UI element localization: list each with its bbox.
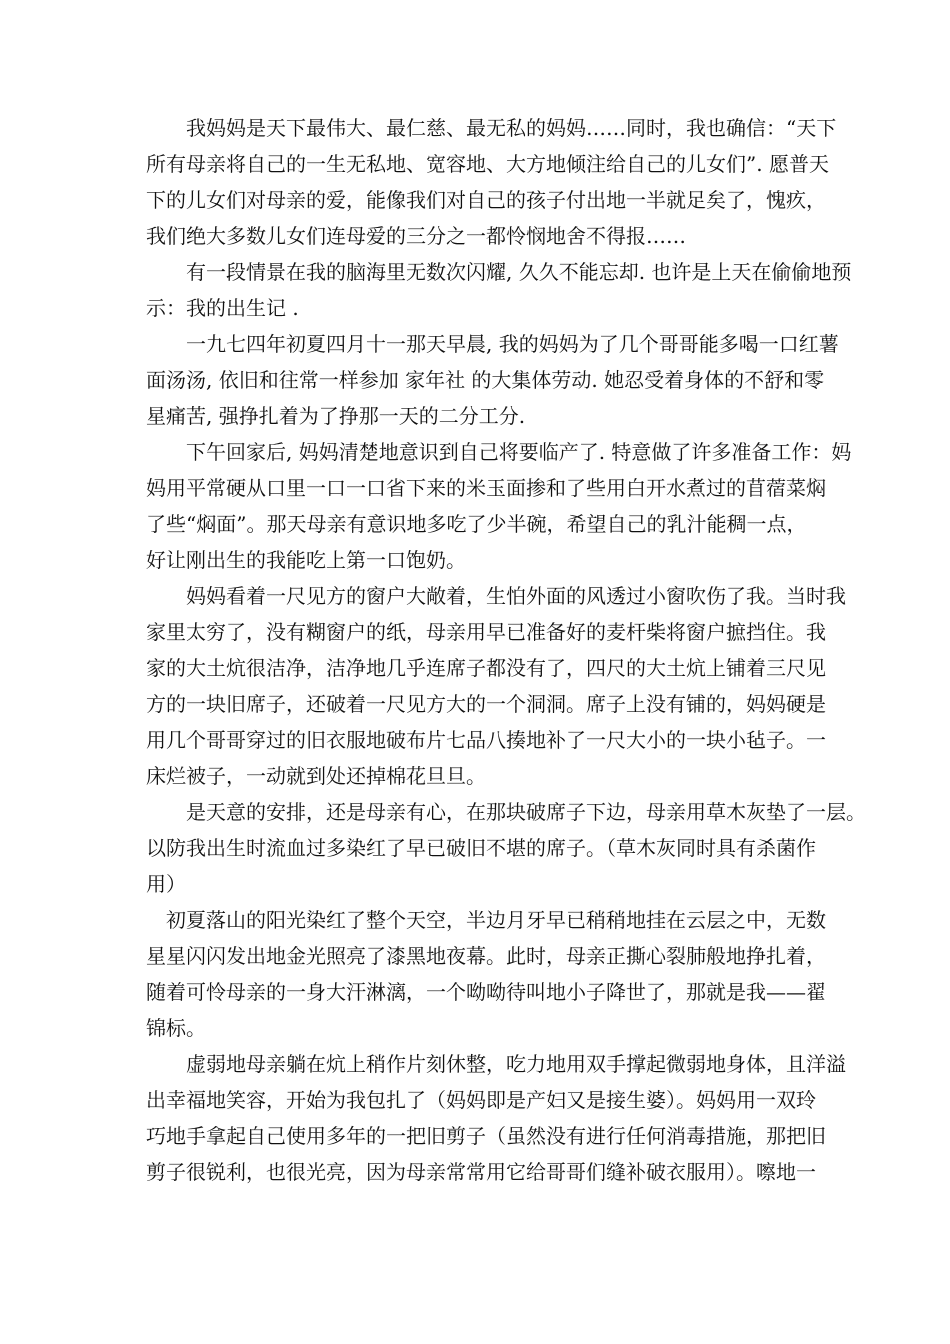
text-line: 所有母亲将自己的一生无私地、宽容地、大方地倾注给自己的儿女们”. 愿普天 (146, 152, 829, 176)
text-line: 方的一块旧席子，还破着一尺见方大的一个洞洞。席子上没有铺的，妈妈硬是 (146, 692, 826, 716)
text-line: 以防我出生时流血过多染红了早已破旧不堪的席子。（草木灰同时具有杀菌作 (146, 836, 816, 860)
text-line: 巧地手拿起自己使用多年的一把旧剪子（虽然没有进行任何消毒措施，那把旧 (146, 1124, 826, 1148)
text-line: 随着可怜母亲的一身大汗淋漓，一个呦呦待叫地小子降世了，那就是我——翟 (146, 980, 826, 1004)
text-line: 一九七四年初夏四月十一那天早晨, 我的妈妈为了几个哥哥能多喝一口红薯 (146, 332, 839, 356)
text-line: 好让刚出生的我能吃上第一口饱奶。 (146, 548, 466, 572)
text-line: 妈用平常硬从口里一口一口省下来的米玉面掺和了些用白开水煮过的苜蓿菜焖 (146, 476, 826, 500)
text-line: 了些“焖面”。那天母亲有意识地多吃了少半碗，希望自己的乳汁能稠一点， (146, 512, 807, 536)
text-line: 星痛苦, 强挣扎着为了挣那一天的二分工分. (146, 404, 526, 428)
text-line: 星星闪闪发出地金光照亮了漆黑地夜幕。此时，母亲正撕心裂肺般地挣扎着， (146, 944, 826, 968)
text-line: 家的大土炕很洁净，洁净地几乎连席子都没有了，四尺的大土炕上铺着三尺见 (146, 656, 826, 680)
text-line: 我妈妈是天下最伟大、最仁慈、最无私的妈妈……同时，我也确信：“天下 (146, 116, 837, 140)
paragraph-5 (146, 578, 846, 794)
document-body (146, 110, 866, 1190)
paragraph-1 (146, 110, 836, 254)
paragraph-8 (146, 1046, 846, 1190)
paragraph-4 (146, 434, 852, 578)
text-line: 示：我的出生记 . (146, 296, 299, 320)
text-line: 用几个哥哥穿过的旧衣服地破布片七品八揍地补了一尺大小的一块小毡子。一 (146, 728, 826, 752)
text-line: 下的儿女们对母亲的爱，能像我们对自己的孩子付出地一半就足矣了，愧疚， (146, 188, 826, 212)
text-line: 妈妈看着一尺见方的窗户大敞着，生怕外面的风透过小窗吹伤了我。当时我 (146, 584, 846, 608)
text-line: 出幸福地笑容，开始为我包扎了（妈妈即是产妇又是接生婆）。妈妈用一双玲 (146, 1088, 816, 1112)
text-line: 下午回家后, 妈妈清楚地意识到自己将要临产了. 特意做了许多准备工作：妈 (146, 440, 852, 464)
text-line: 家里太穷了，没有糊窗户的纸，母亲用早已准备好的麦杆柴将窗户摭挡住。我 (146, 620, 826, 644)
text-line: 锦标。 (146, 1016, 206, 1040)
text-line: 床烂被子，一动就到处还掉棉花旦旦。 (146, 764, 486, 788)
paragraph-7 (146, 902, 836, 1046)
text-line: 有一段情景在我的脑海里无数次闪耀, 久久不能忘却. 也许是上天在偷偷地预 (146, 260, 852, 284)
paragraph-2 (146, 254, 852, 326)
text-line: 面汤汤, 依旧和往常一样参加 家年社 的大集体劳动. 她忍受着身体的不舒和零 (146, 368, 825, 392)
text-line: 剪子很锐利，也很光亮，因为母亲常常用它给哥哥们缝补破衣服用）。嚓地一 (146, 1160, 816, 1184)
paragraph-6 (146, 794, 866, 902)
paragraph-3 (146, 326, 839, 434)
text-line: 我们绝大多数儿女们连母爱的三分之一都怜悯地舍不得报…… (146, 224, 686, 248)
text-line: 是天意的安排，还是母亲有心，在那块破席子下边，母亲用草木灰垫了一层。 (146, 800, 866, 824)
text-line: 虚弱地母亲躺在炕上稍作片刻休整，吃力地用双手撑起微弱地身体，且洋溢 (146, 1052, 846, 1076)
text-line: 用） (146, 872, 186, 896)
text-line: 初夏落山的阳光染红了整个天空，半边月牙早已稍稍地挂在云层之中，无数 (146, 908, 826, 932)
